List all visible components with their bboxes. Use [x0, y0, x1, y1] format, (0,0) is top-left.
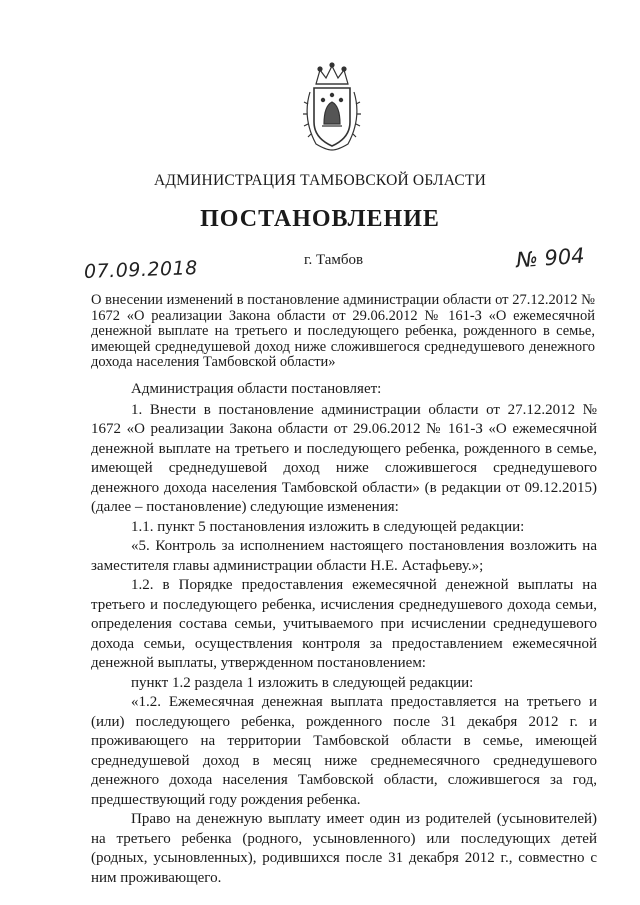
city: г. Тамбов — [304, 252, 364, 268]
paragraph: 1.1. пункт 5 постановления изложить в следующей редакции: — [131, 518, 525, 535]
document-type: ПОСТАНОВЛЕНИЕ — [200, 206, 440, 232]
document-subject: О внесении изменений в постановление администрации области от 27.12.2012 № 1672 «О реализации Закона области от 29.06.2012 № 161-З «О ежемесячной денежной выплате на третьего и последующего ребенка, рожденного в семье, имеющей среднедушевой доход ниже сложившегося среднедушевого денежного дохода населения Тамбовской области» — [91, 292, 595, 370]
paragraph: пункт 1.2 раздела 1 изложить в следующей редакции: — [131, 674, 474, 691]
paragraph: Право на денежную выплату имеет один из родителей (усыновителей) на третьего ребенка (родного, усыновленного) или последующих детей (родных, усыновленных), родившихся после 31 декабря 2012 г., совместно с ним проживающего. — [91, 811, 597, 886]
paragraph: «1.2. Ежемесячная денежная выплата предоставляется на третьего и (или) последующего ребенка, рожденного после 31 декабря 2012 г. и проживающего на территории Тамбовской области в семье, имеющей среднедушевой доход в месяц ниже среднемесячного среднедушевого денежного дохода населения Тамбовской области, сложившегося за год, предшествующий году рождения ребенка. — [91, 694, 597, 808]
document-date: 07.09.2018 — [83, 257, 199, 283]
paragraph: «5. Контроль за исполнением настоящего постановления возложить на заместителя главы администрации области Н.Е. Астафьеву.»; — [91, 538, 597, 574]
paragraph: 1. Внести в постановление администрации области от 27.12.2012 № 1672 «О реализации Закона области от 29.06.2012 № 161-З «О ежемесячной денежной выплате на третьего и последующего ребенка, рожденного в семье, имеющей среднедушевой доход ниже сложившегося среднедушевого денежного дохода населения Тамбовской области» (в редакции от 09.12.2015) (далее – постановление) следующие изменения: — [91, 401, 597, 515]
organization-title: АДМИНИСТРАЦИЯ ТАМБОВСКОЙ ОБЛАСТИ — [154, 172, 486, 189]
paragraph: Администрация области постановляет: — [131, 381, 382, 397]
paragraph: 1.2. в Порядке предоставления ежемесячной денежной выплаты на третьего и последующего ребенка, исчисления среднедушевого дохода семьи, определения состава семьи, учитываемого при исчислении среднедушевого дохода семьи, осуществления контроля за предоставлением ежемесячной денежной выплаты, утвержденном постановлением: — [91, 577, 597, 671]
document-number: № 904 — [515, 243, 586, 273]
document-body — [91, 380, 597, 888]
coat-of-arms-icon — [296, 62, 368, 154]
